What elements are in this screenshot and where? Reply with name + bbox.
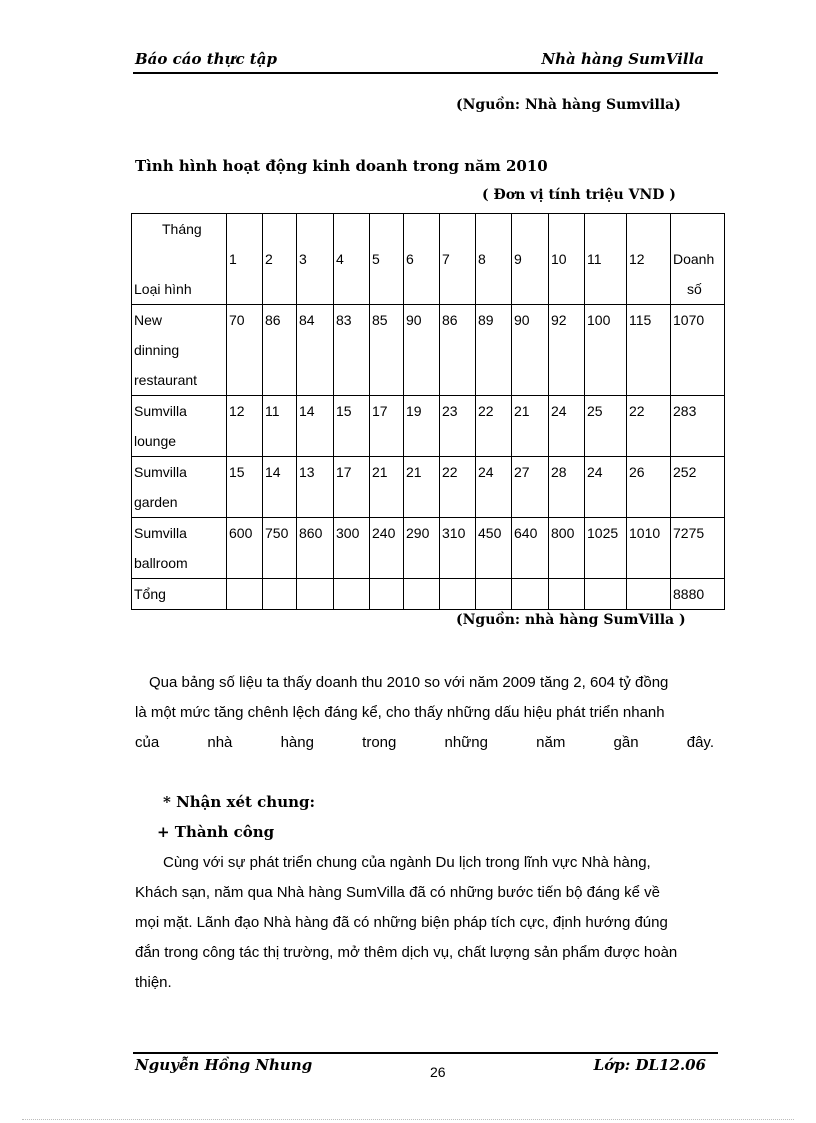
value-cell: 1025: [585, 518, 627, 579]
value-cell: 83: [334, 305, 370, 396]
empty-cell: [585, 579, 627, 610]
value-cell: 92: [549, 305, 585, 396]
table-sum-row: [132, 579, 725, 610]
paragraph-line: đắn trong công tác thị trường, mở thêm dịch vụ, chất lượng sản phẩm được hoàn: [135, 944, 678, 961]
empty-cell: [549, 579, 585, 610]
table-row: [132, 305, 725, 396]
header-left: Báo cáo thực tập: [135, 50, 277, 68]
empty-cell: [512, 579, 549, 610]
value-cell: 15: [334, 396, 370, 457]
value-cell: 17: [370, 396, 404, 457]
value-cell: 12: [227, 396, 263, 457]
empty-cell: [297, 579, 334, 610]
month-header-cell: 12: [627, 214, 671, 305]
value-cell: 21: [512, 396, 549, 457]
value-cell: 310: [440, 518, 476, 579]
value-cell: 290: [404, 518, 440, 579]
source-note-top: (Nguồn: Nhà hàng Sumvilla): [456, 97, 681, 113]
grand-total-cell: 8880: [671, 579, 725, 610]
value-cell: 800: [549, 518, 585, 579]
source-note-table: (Nguồn: nhà hàng SumVilla ): [456, 612, 686, 628]
value-cell: 21: [370, 457, 404, 518]
row-total-cell: 283: [671, 396, 725, 457]
footer-rule: [133, 1052, 718, 1054]
value-cell: 600: [227, 518, 263, 579]
empty-cell: [627, 579, 671, 610]
table-row: [132, 518, 725, 579]
month-header-cell: 9: [512, 214, 549, 305]
value-cell: 27: [512, 457, 549, 518]
value-cell: 13: [297, 457, 334, 518]
paragraph-line: Cùng với sự phát triển chung của ngành Du lịch trong lĩnh vực Nhà hàng,: [163, 854, 651, 871]
page-bottom-dotted-edge: [22, 1119, 794, 1120]
row-label-cell: Sumvilla garden: [132, 457, 227, 518]
value-cell: 450: [476, 518, 512, 579]
heading-success: + Thành công: [157, 823, 275, 841]
value-cell: 15: [227, 457, 263, 518]
value-cell: 85: [370, 305, 404, 396]
month-header-cell: 2: [263, 214, 297, 305]
table-row: [132, 457, 725, 518]
paragraph-line: của nhà hàng trong những năm gần đây.: [135, 734, 714, 751]
paragraph-revenue-summary: [135, 668, 714, 758]
value-cell: 100: [585, 305, 627, 396]
value-cell: 22: [476, 396, 512, 457]
value-cell: 90: [512, 305, 549, 396]
value-cell: 860: [297, 518, 334, 579]
value-cell: 86: [440, 305, 476, 396]
heading-general-remarks: * Nhận xét chung:: [163, 793, 316, 811]
empty-cell: [476, 579, 512, 610]
value-cell: 1010: [627, 518, 671, 579]
value-cell: 26: [627, 457, 671, 518]
empty-cell: [404, 579, 440, 610]
table-title: Tình hình hoạt động kinh doanh trong năm 2010: [135, 157, 548, 175]
empty-cell: [370, 579, 404, 610]
value-cell: 21: [404, 457, 440, 518]
table-header-row: [132, 214, 725, 305]
value-cell: 19: [404, 396, 440, 457]
corner-type-label: Loại hình: [134, 281, 192, 297]
unit-note: ( Đơn vị tính triệu VND ): [482, 187, 676, 203]
value-cell: 90: [404, 305, 440, 396]
empty-cell: [440, 579, 476, 610]
paragraph-line: thiện.: [135, 974, 172, 991]
value-cell: 115: [627, 305, 671, 396]
revenue-table: [131, 213, 725, 610]
sum-label-cell: Tổng: [132, 579, 227, 610]
row-label-cell: New dinning restaurant: [132, 305, 227, 396]
value-cell: 750: [263, 518, 297, 579]
month-header-cell: 4: [334, 214, 370, 305]
empty-cell: [263, 579, 297, 610]
total-header-cell: Doanh số: [671, 214, 725, 305]
value-cell: 24: [476, 457, 512, 518]
value-cell: 84: [297, 305, 334, 396]
month-header-cell: 7: [440, 214, 476, 305]
paragraph-success: [135, 848, 714, 998]
value-cell: 70: [227, 305, 263, 396]
month-header-cell: 5: [370, 214, 404, 305]
row-total-cell: 7275: [671, 518, 725, 579]
month-header-cell: 8: [476, 214, 512, 305]
value-cell: 89: [476, 305, 512, 396]
footer-author: Nguyễn Hồng Nhung: [135, 1056, 313, 1074]
month-header-cell: 3: [297, 214, 334, 305]
value-cell: 28: [549, 457, 585, 518]
month-header-cell: 11: [585, 214, 627, 305]
month-header-cell: 10: [549, 214, 585, 305]
value-cell: 22: [627, 396, 671, 457]
month-header-cell: 6: [404, 214, 440, 305]
value-cell: 24: [585, 457, 627, 518]
paragraph-line: mọi mặt. Lãnh đạo Nhà hàng đã có những biện pháp tích cực, định hướng đúng: [135, 914, 668, 931]
value-cell: 11: [263, 396, 297, 457]
paragraph-line: là một mức tăng chênh lệch đáng kể, cho thấy những dấu hiệu phát triển nhanh: [135, 704, 665, 721]
value-cell: 24: [549, 396, 585, 457]
value-cell: 25: [585, 396, 627, 457]
corner-header-cell: [132, 214, 227, 305]
row-total-cell: 252: [671, 457, 725, 518]
month-header-cell: 1: [227, 214, 263, 305]
row-label-cell: Sumvilla lounge: [132, 396, 227, 457]
header-right: Nhà hàng SumVilla: [541, 50, 704, 68]
value-cell: 22: [440, 457, 476, 518]
paragraph-line: Khách sạn, năm qua Nhà hàng SumVilla đã có những bước tiến bộ đáng kể về: [135, 884, 660, 901]
empty-cell: [227, 579, 263, 610]
row-total-cell: 1070: [671, 305, 725, 396]
header-rule: [133, 72, 718, 74]
paragraph-line: Qua bảng số liệu ta thấy doanh thu 2010 so với năm 2009 tăng 2, 604 tỷ đồng: [149, 674, 669, 691]
value-cell: 17: [334, 457, 370, 518]
value-cell: 86: [263, 305, 297, 396]
footer-class: Lớp: DL12.06: [593, 1056, 706, 1074]
empty-cell: [334, 579, 370, 610]
value-cell: 300: [334, 518, 370, 579]
page-number: 26: [430, 1064, 446, 1080]
value-cell: 14: [297, 396, 334, 457]
value-cell: 640: [512, 518, 549, 579]
value-cell: 14: [263, 457, 297, 518]
row-label-cell: Sumvilla ballroom: [132, 518, 227, 579]
value-cell: 240: [370, 518, 404, 579]
table-row: [132, 396, 725, 457]
value-cell: 23: [440, 396, 476, 457]
corner-month-label: Tháng: [162, 221, 202, 237]
